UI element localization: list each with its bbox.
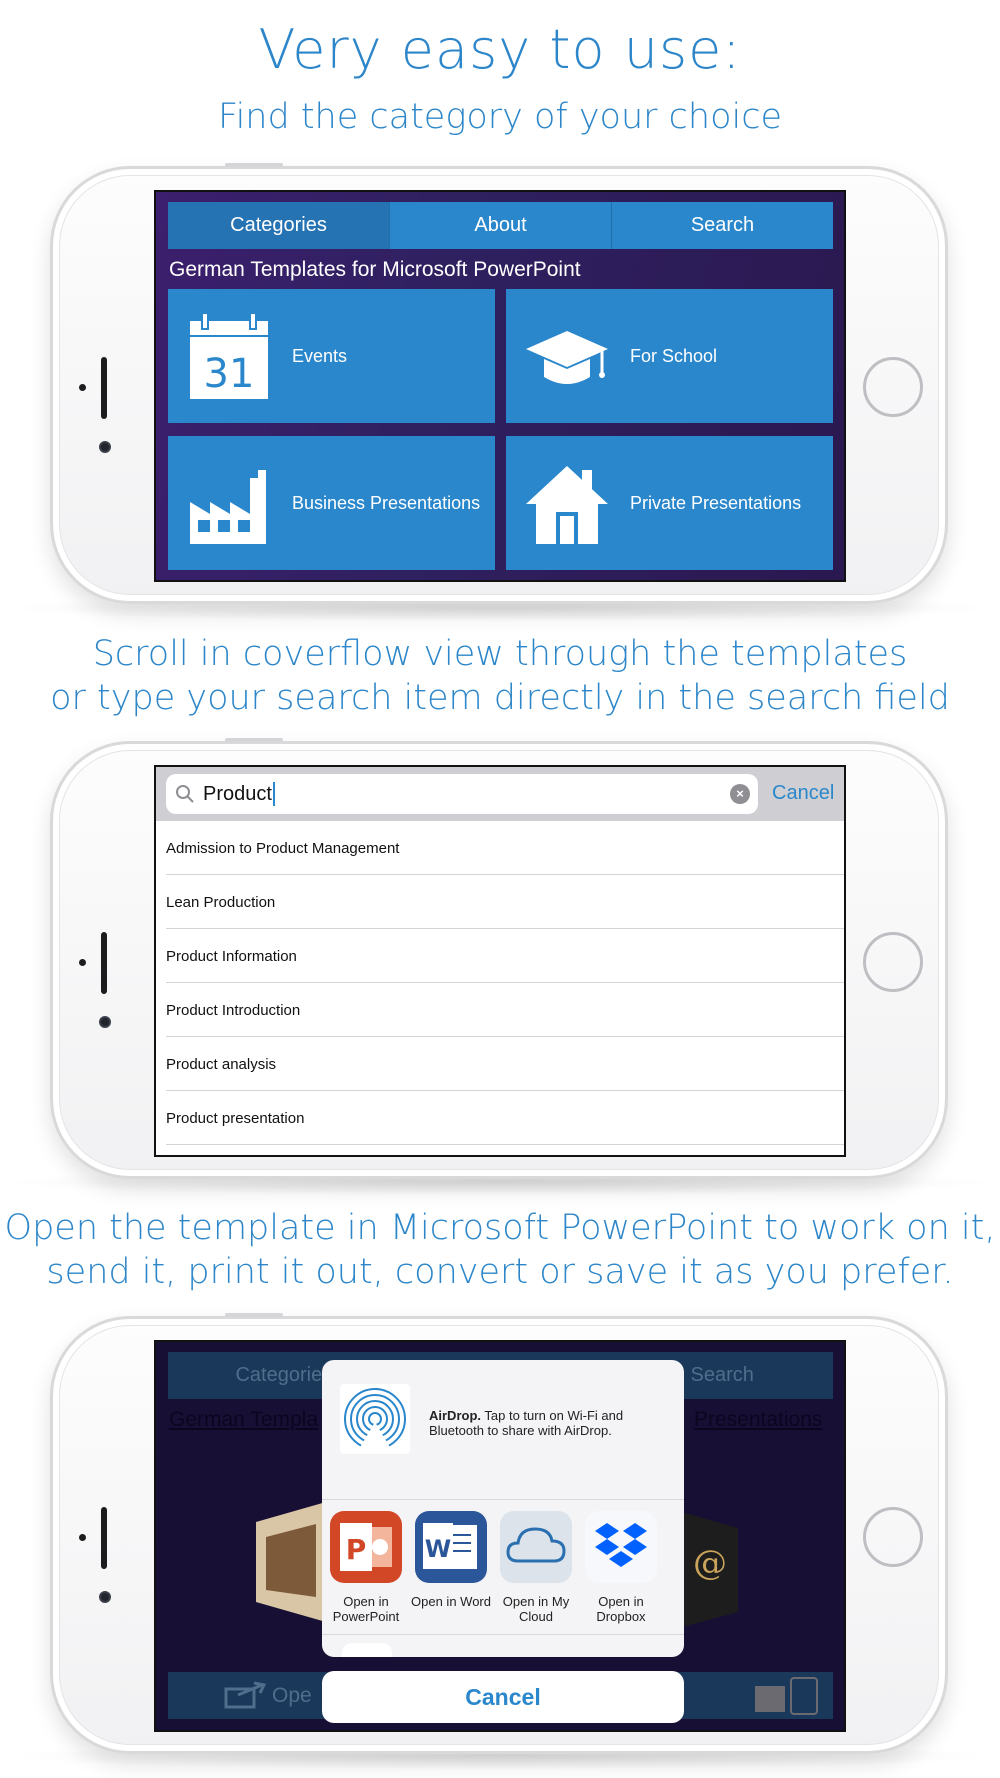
open-in-dropbox-label: Open in Dropbox (596, 1594, 646, 1624)
calendar-day-text: 31 (203, 351, 255, 397)
home-button[interactable] (863, 357, 923, 417)
dimmed-title-right: Presentations (694, 1408, 823, 1431)
dropbox-icon (585, 1511, 657, 1583)
tile-events[interactable] (168, 289, 495, 423)
home-button[interactable] (863, 932, 923, 992)
list-item[interactable]: Product presentation (156, 1091, 846, 1145)
share-cancel-button[interactable]: Cancel (322, 1671, 684, 1723)
calendar-icon (186, 311, 272, 401)
phone-sensor (79, 959, 86, 966)
phone-speaker (101, 357, 107, 419)
tile-for-school[interactable] (506, 289, 833, 423)
clear-search-icon[interactable]: × (730, 784, 750, 804)
share-apps-row (322, 1501, 684, 1635)
phone-categories (50, 166, 948, 604)
airdrop-icon (340, 1384, 410, 1454)
tile-private-presentations[interactable] (506, 436, 833, 570)
tile-business-presentations[interactable] (168, 436, 495, 570)
search-cancel-button[interactable]: Cancel (772, 782, 835, 804)
list-item[interactable]: Product analysis (156, 1037, 846, 1091)
search-input[interactable] (166, 774, 758, 814)
phone-camera (99, 1591, 111, 1603)
house-icon (524, 458, 610, 548)
open-in-word-button[interactable] (411, 1511, 491, 1609)
dimmed-tab-search: Search (690, 1364, 754, 1386)
coverflow-thumbnail-right (682, 1512, 738, 1627)
headline-bottom-line1: Open the template in Microsoft PowerPoint to work on it, (4, 1208, 996, 1248)
word-letter: W (424, 1535, 452, 1563)
headline-main: Very easy to use: (258, 18, 742, 81)
list-item[interactable]: Lean Production (156, 875, 846, 929)
phone-side-button (225, 1313, 283, 1317)
open-in-powerpoint-label: Open in PowerPoint (332, 1594, 400, 1624)
headline-sub: Find the category of your choice (217, 97, 783, 137)
phone-speaker (101, 932, 107, 994)
more-actions-row[interactable] (342, 1643, 392, 1657)
phone-camera (99, 441, 111, 453)
zoom-devices-icon (751, 1676, 823, 1716)
home-button[interactable] (863, 1507, 923, 1567)
cloud-icon (500, 1511, 572, 1583)
word-icon (415, 1511, 487, 1583)
open-in-my-cloud-button[interactable] (496, 1511, 576, 1624)
factory-icon (186, 458, 272, 548)
tab-bar (168, 202, 833, 249)
airdrop-text: Tap to turn on Wi-Fi and Bluetooth to share with AirDrop. (429, 1408, 624, 1438)
phone-search (50, 741, 948, 1179)
tile-for-school-label: For School (630, 345, 718, 366)
graduation-cap-icon (524, 311, 610, 401)
search-icon (175, 784, 195, 804)
search-screen (154, 765, 846, 1157)
open-in-my-cloud-label: Open in My Cloud (502, 1594, 570, 1624)
text-caret (273, 782, 275, 806)
share-sheet (322, 1360, 684, 1657)
svg-text:@: @ (693, 1543, 727, 1583)
powerpoint-letter: P (345, 1533, 367, 1566)
open-in-icon (224, 1681, 268, 1709)
dimmed-title-left: German Templa (169, 1408, 319, 1431)
phone-sensor (79, 1534, 86, 1541)
airdrop-title: AirDrop. (429, 1408, 481, 1423)
search-bar (156, 767, 846, 821)
open-in-word-label: Open in Word (411, 1594, 491, 1609)
dimmed-open-label: Ope (272, 1684, 312, 1707)
headline-middle-line1: Scroll in coverflow view through the templates (92, 634, 908, 674)
tab-about[interactable]: About (390, 202, 612, 249)
phone-share (50, 1316, 948, 1754)
open-in-dropbox-button[interactable] (581, 1511, 661, 1624)
open-in-powerpoint-button[interactable] (326, 1511, 406, 1624)
tab-search[interactable]: Search (690, 214, 755, 236)
list-item[interactable]: Admission to Product Management (156, 821, 846, 875)
phone-speaker (101, 1507, 107, 1569)
phone-sensor (79, 384, 86, 391)
headline-bottom-line2: send it, print it out, convert or save it as you prefer. (46, 1252, 954, 1292)
dimmed-tab-categories: Categorie (235, 1364, 323, 1386)
powerpoint-icon (330, 1511, 402, 1583)
phone-side-button (225, 738, 283, 742)
list-item[interactable]: Product Introduction (156, 983, 846, 1037)
tile-events-label: Events (292, 345, 348, 366)
app-title: German Templates for Microsoft PowerPoint (169, 258, 581, 281)
coverflow-thumbnail-left (256, 1502, 326, 1622)
phone-side-button (225, 163, 283, 167)
categories-screen (154, 190, 846, 582)
share-screen (154, 1340, 846, 1732)
airdrop-description (429, 1408, 659, 1438)
tile-private-presentations-label: Private Presentations (630, 492, 802, 513)
search-input-value: Product (203, 782, 272, 805)
list-item[interactable]: Product Information (156, 929, 846, 983)
phone-camera (99, 1016, 111, 1028)
tab-categories[interactable]: Categories (168, 202, 390, 249)
airdrop-section[interactable] (322, 1360, 684, 1500)
tile-business-presentations-label: Business Presentations (292, 492, 481, 513)
headline-middle-line2: or type your search item directly in the search field (50, 678, 950, 718)
search-results-list (156, 821, 846, 1145)
